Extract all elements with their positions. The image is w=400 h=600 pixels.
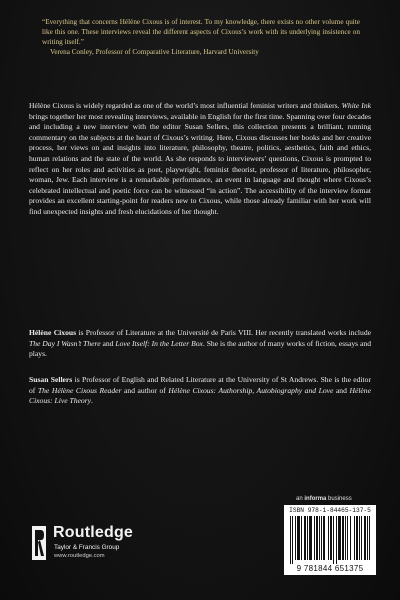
work-title: The Hélène Cixous Reader bbox=[37, 385, 122, 395]
book-description bbox=[29, 101, 371, 218]
author-name: Hélène Cixous bbox=[29, 328, 77, 337]
informa-suffix: business bbox=[328, 496, 352, 502]
endorsement-quote bbox=[42, 18, 360, 58]
editor-name: Susan Sellers bbox=[29, 375, 73, 384]
work-title: The Day I Wasn’t There bbox=[29, 338, 101, 348]
description-part-1: Hélène Cixous is widely regarded as one of the world’s most influential feminist writers and thinkers. bbox=[29, 101, 340, 110]
isbn-barcode bbox=[284, 505, 376, 575]
description-part-2: brings together her most revealing interviews, available in English for the first time. Spanning over four decades and including a new interview with the editor Susan Sellers, this collection presents a brilliant, running commentary on the subjects at the heart of Cixous’s writing. Here, Cixous discusses her books and her creative process, her views on and insights into literature, philosophy, theatre, politics, aesthetics, faith and ethics, human relations and the state of the world. As she responds to interviewers’ questions, Cixous is prompted to reflect on her roles and activities as poet, playwright, feminist theorist, professor of literature, philosopher, woman, Jew. Each interview is a remarkable performance, an event in language and thought where Cixous’s celebrated intellectual and poetic force can be witnessed “in action”. The accessibility of the interview format provides an excellent starting-point for readers new to Cixous, while those already familiar with her work will find unexpected insights and fresh elucidations of her thought. bbox=[29, 111, 371, 216]
quote-attribution: Verena Conley, Professor of Comparative Literature, Harvard University bbox=[50, 47, 259, 56]
bio-text: . bbox=[91, 396, 93, 406]
work-title: Love Itself: In the Letter Box bbox=[115, 338, 203, 348]
work-title: Hélène Cixous: Authorship, Autobiography and Love bbox=[168, 385, 334, 395]
informa-brand: informa bbox=[304, 496, 327, 502]
barcode-bars bbox=[288, 516, 372, 564]
ean-number: 9 781844 651375 bbox=[296, 564, 364, 573]
bio-text: is Professor of English and Related Literature at the University of St Andrews. She is the editor of bbox=[29, 375, 371, 395]
bio-text: and author of bbox=[124, 385, 166, 395]
bio-text: is Professor of Literature at the Université de Paris VIII. Her recently translated works include bbox=[78, 328, 371, 337]
work-title: Hélène Cixous: Live Theory bbox=[29, 385, 371, 406]
isbn-label: ISBN 978-1-84465-137-5 bbox=[289, 507, 371, 514]
bio-text: and bbox=[335, 385, 347, 395]
publisher-group: Taylor & Francis Group bbox=[54, 544, 120, 551]
informa-business-label bbox=[296, 496, 352, 502]
author-bio-cixous bbox=[29, 328, 371, 360]
routledge-r-icon bbox=[32, 526, 46, 560]
bio-text: . She is the author of many works of fiction, essays and plays. bbox=[29, 338, 371, 359]
quote-text: “Everything that concerns Hélène Cixous is of interest. To my knowledge, there exists no other volume quite like this one. These interviews reveal the different aspects of Cixous’s work with its underlying insistence on writing itself.” bbox=[42, 18, 360, 46]
informa-prefix: an bbox=[296, 496, 303, 502]
publisher-name: Routledge bbox=[53, 524, 134, 541]
publisher-logo bbox=[32, 520, 182, 570]
book-title: White Ink bbox=[341, 101, 372, 110]
bio-text: and bbox=[102, 338, 114, 348]
editor-bio-sellers bbox=[29, 375, 371, 407]
publisher-url: www.routledge.com bbox=[54, 553, 105, 559]
